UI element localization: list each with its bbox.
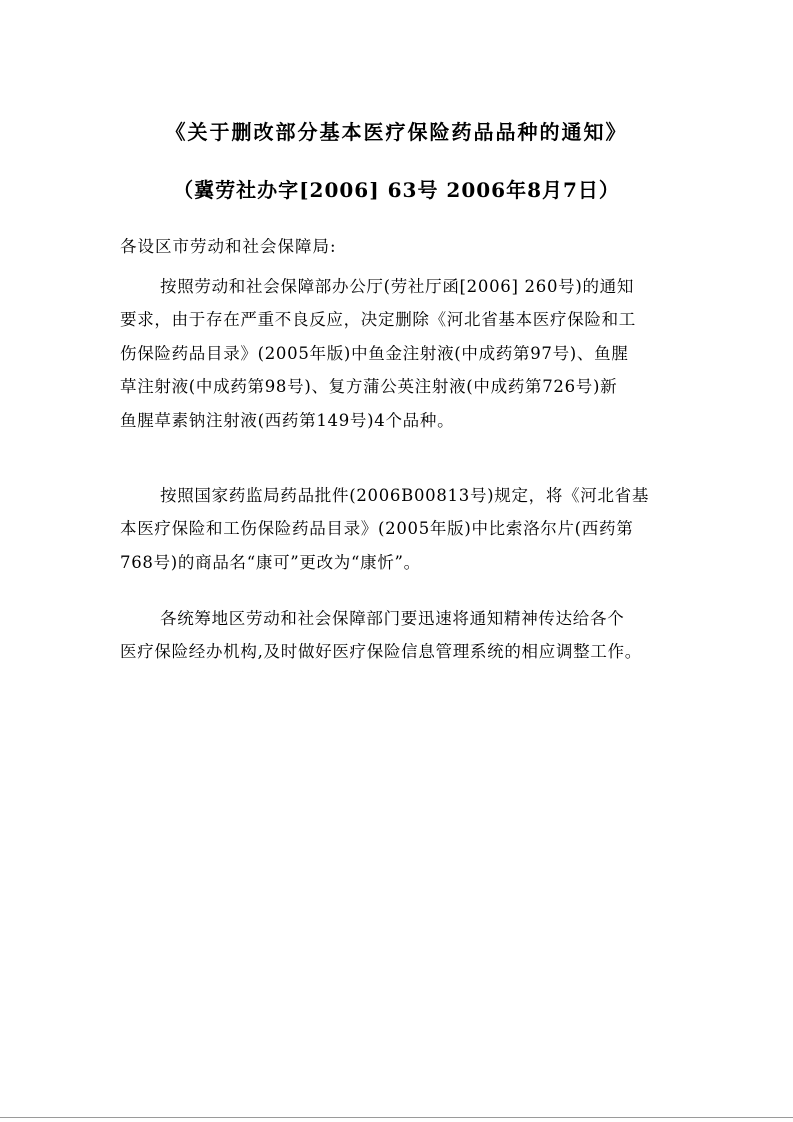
paragraph-2 [120, 479, 680, 579]
paragraph-line: 草注射液(中成药第98号)、复方蒲公英注射液(中成药第726号)新 [120, 377, 618, 397]
salutation: 各设区市劳动和社会保障局: [120, 237, 337, 256]
page-bottom-divider [0, 1117, 793, 1118]
paragraph-line: 按照劳动和社会保障部办公厅(劳社厅函[2006] 260号)的通知 [160, 277, 635, 296]
paragraph-line: 伤保险药品目录》(2005年版)中鱼金注射液(中成药第97号)、鱼腥 [120, 343, 629, 363]
paragraph-line: 768号)的商品名“康可”更改为“康忻”。 [120, 552, 421, 572]
document-subtitle: （冀劳社办字[2006] 63号 2006年8月7日） [173, 178, 620, 202]
paragraph-line: 鱼腥草素钠注射液(西药第149号)4个品种。 [120, 410, 455, 430]
paragraph-line: 本医疗保险和工伤保险药品目录》(2005年版)中比索洛尔片(西药第 [120, 519, 634, 539]
paragraph-3 [120, 602, 680, 669]
document-title: 《关于删改部分基本医疗保险药品品种的通知》 [165, 120, 628, 144]
paragraph-line: 医疗保险经办机构,及时做好医疗保险信息管理系统的相应调整工作。 [120, 642, 642, 662]
paragraph-line: 各统筹地区劳动和社会保障部门要迅速将通知精神传达给各个 [160, 609, 625, 628]
paragraph-line: 要求，由于存在严重不良反应，决定删除《河北省基本医疗保险和工 [120, 310, 636, 330]
paragraph-line: 按照国家药监局药品批件(2006B00813号)规定，将《河北省基 [160, 486, 650, 505]
paragraph-1 [120, 270, 680, 437]
